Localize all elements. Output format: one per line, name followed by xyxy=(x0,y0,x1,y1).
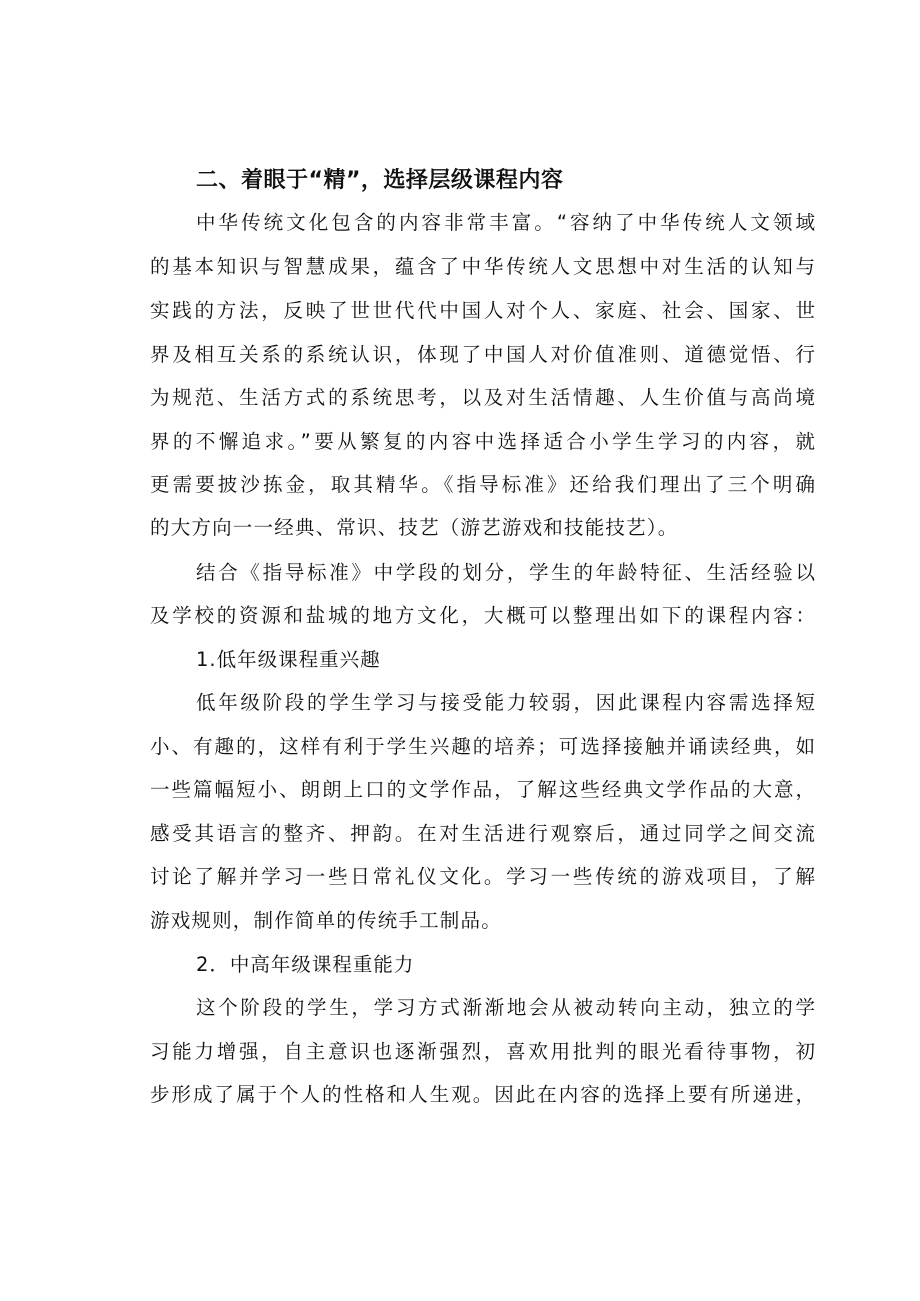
paragraph-line: 更需要披沙拣金，取其精华。《指导标准》还给我们理出了三个明确 xyxy=(150,473,815,496)
subsection-heading: 1.低年级课程重兴趣 xyxy=(196,648,381,671)
paragraph-line: 的基本知识与智慧成果，蕴含了中华传统人文思想中对生活的认知与 xyxy=(150,255,815,278)
paragraph-line: 界及相互关系的系统认识，体现了中国人对价值准则、道德觉悟、行 xyxy=(150,343,815,366)
paragraph-line: 及学校的资源和盐城的地方文化，大概可以整理出如下的课程内容： xyxy=(150,604,815,627)
paragraph-line: 结合《指导标准》中学段的划分，学生的年龄特征、生活经验以 xyxy=(196,561,815,584)
paragraph-line: 低年级阶段的学生学习与接受能力较弱，因此课程内容需选择短 xyxy=(196,691,815,714)
section-heading: 二、着眼于“精”，选择层级课程内容 xyxy=(196,168,564,193)
paragraph-line: 实践的方法，反映了世世代代中国人对个人、家庭、社会、国家、世 xyxy=(150,299,815,322)
paragraph-line: 这个阶段的学生，学习方式渐渐地会从被动转向主动，独立的学 xyxy=(196,996,815,1019)
paragraph-line: 界的不懈追求。”要从繁复的内容中选择适合小学生学习的内容，就 xyxy=(150,430,815,453)
paragraph-line: 小、有趣的，这样有利于学生兴趣的培养；可选择接触并诵读经典，如 xyxy=(150,735,815,758)
paragraph-line: 的大方向一一经典、常识、技艺（游艺游戏和技能技艺）。 xyxy=(150,516,679,539)
paragraph-line: 为规范、生活方式的系统思考，以及对生活情趣、人生价值与高尚境 xyxy=(150,386,815,409)
paragraph-line: 步形成了属于个人的性格和人生观。因此在内容的选择上要有所递进， xyxy=(150,1083,815,1106)
paragraph-line: 习能力增强，自主意识也逐渐强烈，喜欢用批判的眼光看待事物，初 xyxy=(150,1040,815,1063)
paragraph-line: 中华传统文化包含的内容非常丰富。“容纳了中华传统人文领域 xyxy=(196,211,815,234)
paragraph-line: 游戏规则，制作简单的传统手工制品。 xyxy=(150,909,502,932)
paragraph-line: 感受其语言的整齐、押韵。在对生活进行观察后，通过同学之间交流 xyxy=(150,822,815,845)
subsection-heading: 2．中高年级课程重能力 xyxy=(196,953,415,976)
paragraph-line: 讨论了解并学习一些日常礼仪文化。学习一些传统的游戏项目，了解 xyxy=(150,865,815,888)
paragraph-line: 一些篇幅短小、朗朗上口的文学作品，了解这些经典文学作品的大意， xyxy=(150,778,815,801)
